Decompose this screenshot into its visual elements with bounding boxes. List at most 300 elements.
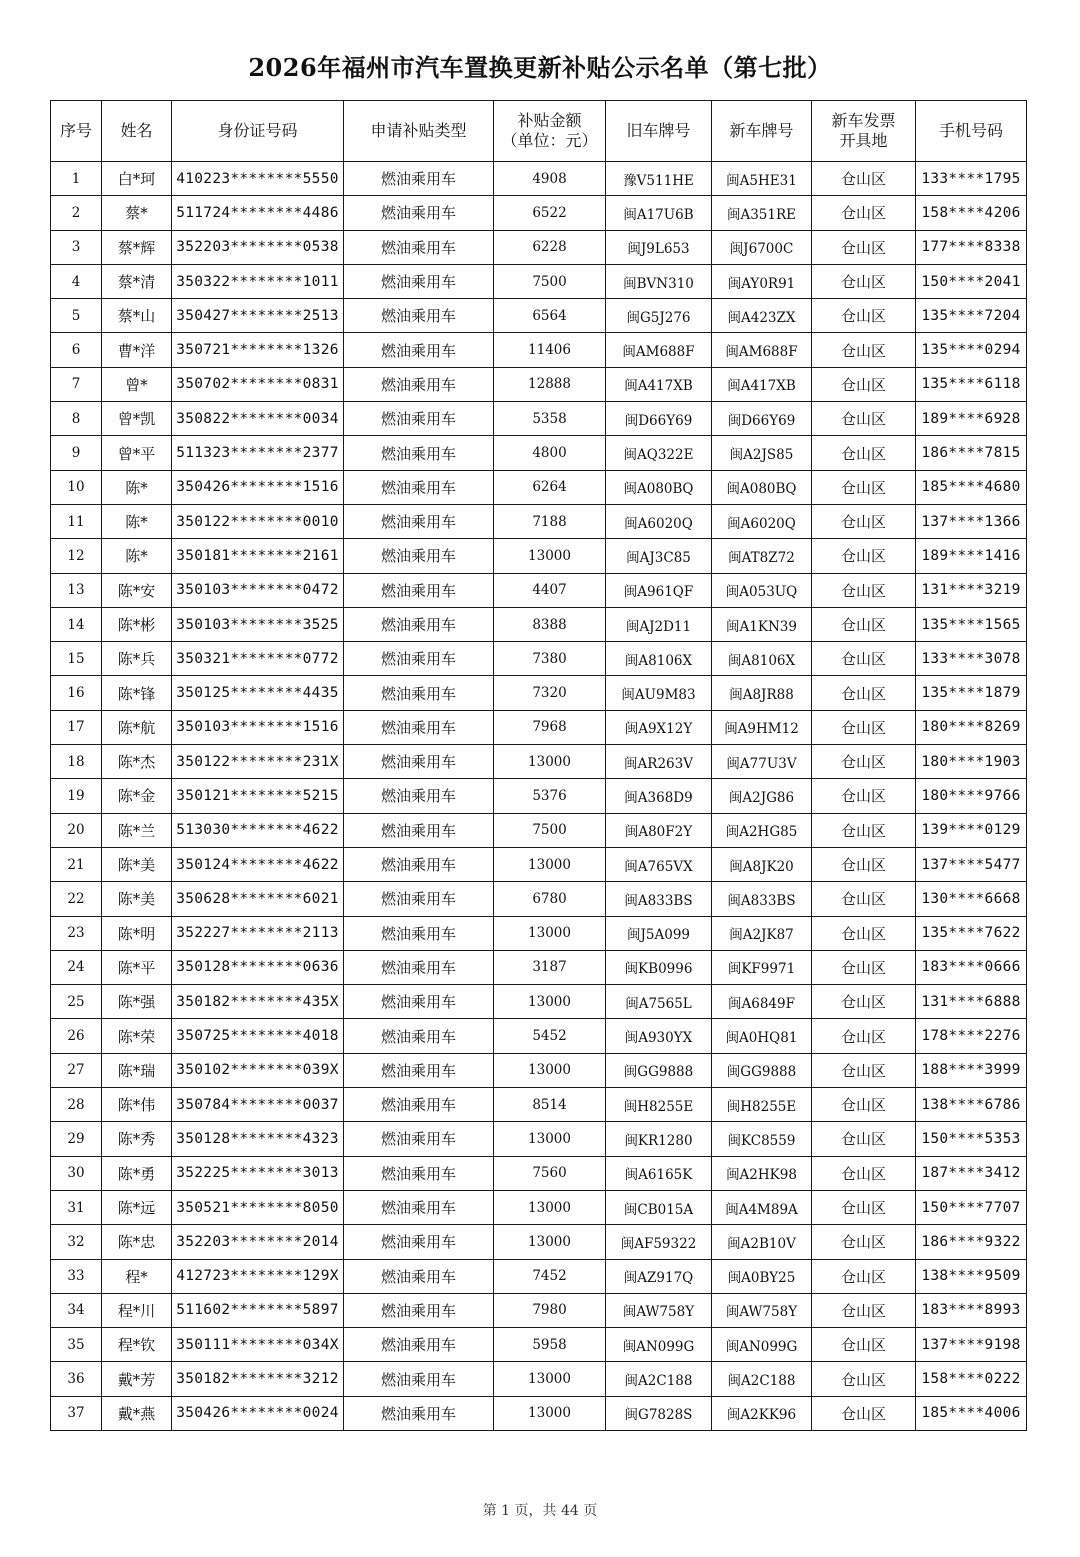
cell-new-plate: 闽KC8559: [712, 1122, 812, 1156]
cell-id: 350128********4323: [172, 1122, 344, 1156]
cell-id: 350822********0034: [172, 402, 344, 436]
cell-name: 陈*美: [102, 882, 172, 916]
cell-name: 陈*勇: [102, 1156, 172, 1190]
cell-id: 350121********5215: [172, 779, 344, 813]
cell-name: 陈*兰: [102, 813, 172, 847]
cell-amount: 13000: [494, 1396, 606, 1430]
cell-old-plate: 闽AF59322: [606, 1225, 712, 1259]
cell-invoice-location: 仓山区: [812, 1122, 916, 1156]
cell-name: 戴*芳: [102, 1362, 172, 1396]
header-type: 申请补贴类型: [344, 101, 494, 162]
cell-phone: 183****0666: [916, 950, 1027, 984]
table-row: [51, 1053, 1027, 1087]
cell-type: 燃油乘用车: [344, 162, 494, 196]
cell-old-plate: 闽A833BS: [606, 882, 712, 916]
cell-phone: 187****3412: [916, 1156, 1027, 1190]
cell-id: 350111********034X: [172, 1328, 344, 1362]
cell-phone: 185****4680: [916, 470, 1027, 504]
table-row: [51, 779, 1027, 813]
cell-invoice-location: 仓山区: [812, 642, 916, 676]
cell-name: 曾*平: [102, 436, 172, 470]
cell-name: 陈*美: [102, 847, 172, 881]
cell-old-plate: 闽AU9M83: [606, 676, 712, 710]
cell-no: 32: [51, 1225, 102, 1259]
cell-phone: 188****3999: [916, 1053, 1027, 1087]
cell-type: 燃油乘用车: [344, 950, 494, 984]
cell-no: 35: [51, 1328, 102, 1362]
cell-amount: 8514: [494, 1088, 606, 1122]
cell-amount: 4800: [494, 436, 606, 470]
cell-invoice-location: 仓山区: [812, 607, 916, 641]
cell-id: 350702********0831: [172, 367, 344, 401]
cell-type: 燃油乘用车: [344, 745, 494, 779]
cell-phone: 135****0294: [916, 333, 1027, 367]
table-row: [51, 196, 1027, 230]
cell-id: 352203********2014: [172, 1225, 344, 1259]
cell-id: 350321********0772: [172, 642, 344, 676]
cell-no: 31: [51, 1190, 102, 1224]
cell-no: 6: [51, 333, 102, 367]
cell-new-plate: 闽AT8Z72: [712, 539, 812, 573]
cell-new-plate: 闽A6849F: [712, 985, 812, 1019]
cell-name: 曾*: [102, 367, 172, 401]
cell-amount: 7968: [494, 710, 606, 744]
cell-id: 350122********0010: [172, 504, 344, 538]
cell-old-plate: 闽A8106X: [606, 642, 712, 676]
cell-phone: 137****1366: [916, 504, 1027, 538]
cell-no: 18: [51, 745, 102, 779]
cell-new-plate: 闽D66Y69: [712, 402, 812, 436]
cell-old-plate: 闽A80F2Y: [606, 813, 712, 847]
cell-id: 350181********2161: [172, 539, 344, 573]
cell-amount: 7560: [494, 1156, 606, 1190]
cell-old-plate: 闽J5A099: [606, 916, 712, 950]
cell-phone: 186****9322: [916, 1225, 1027, 1259]
cell-id: 350426********0024: [172, 1396, 344, 1430]
cell-name: 陈*安: [102, 573, 172, 607]
cell-amount: 5358: [494, 402, 606, 436]
cell-amount: 13000: [494, 916, 606, 950]
cell-new-plate: 闽A2JG86: [712, 779, 812, 813]
table-row: [51, 573, 1027, 607]
cell-phone: 150****2041: [916, 264, 1027, 298]
cell-no: 9: [51, 436, 102, 470]
cell-new-plate: 闽A77U3V: [712, 745, 812, 779]
cell-name: 蔡*清: [102, 264, 172, 298]
cell-name: 陈*瑞: [102, 1053, 172, 1087]
cell-invoice-location: 仓山区: [812, 504, 916, 538]
cell-name: 陈*平: [102, 950, 172, 984]
cell-name: 蔡*山: [102, 299, 172, 333]
cell-type: 燃油乘用车: [344, 642, 494, 676]
cell-old-plate: 闽A417XB: [606, 367, 712, 401]
cell-id: 412723********129X: [172, 1259, 344, 1293]
cell-amount: 13000: [494, 1190, 606, 1224]
cell-type: 燃油乘用车: [344, 196, 494, 230]
table-row: [51, 1362, 1027, 1396]
cell-invoice-location: 仓山区: [812, 539, 916, 573]
cell-invoice-location: 仓山区: [812, 264, 916, 298]
header-no: 序号: [51, 101, 102, 162]
cell-phone: 135****1879: [916, 676, 1027, 710]
cell-new-plate: 闽A2JK87: [712, 916, 812, 950]
table-row: [51, 1190, 1027, 1224]
table-row: [51, 1396, 1027, 1430]
cell-name: 白*珂: [102, 162, 172, 196]
page-footer: 第 1 页，共 44 页: [482, 1503, 598, 1519]
cell-phone: 131****6888: [916, 985, 1027, 1019]
cell-invoice-location: 仓山区: [812, 1396, 916, 1430]
table-row: [51, 1225, 1027, 1259]
cell-type: 燃油乘用车: [344, 813, 494, 847]
cell-no: 8: [51, 402, 102, 436]
cell-name: 陈*忠: [102, 1225, 172, 1259]
cell-new-plate: 闽A0HQ81: [712, 1019, 812, 1053]
cell-new-plate: 闽A2B10V: [712, 1225, 812, 1259]
cell-old-plate: 闽KB0996: [606, 950, 712, 984]
cell-name: 陈*兵: [102, 642, 172, 676]
table-row: [51, 1293, 1027, 1327]
cell-invoice-location: 仓山区: [812, 1259, 916, 1293]
table-row: [51, 882, 1027, 916]
header-old-plate: 旧车牌号: [606, 101, 712, 162]
cell-amount: 5376: [494, 779, 606, 813]
cell-id: 350182********3212: [172, 1362, 344, 1396]
cell-phone: 158****4206: [916, 196, 1027, 230]
cell-new-plate: 闽KF9971: [712, 950, 812, 984]
cell-new-plate: 闽A0BY25: [712, 1259, 812, 1293]
cell-old-plate: 闽A2C188: [606, 1362, 712, 1396]
cell-no: 25: [51, 985, 102, 1019]
cell-old-plate: 闽D66Y69: [606, 402, 712, 436]
cell-new-plate: 闽A5HE31: [712, 162, 812, 196]
cell-id: 350124********4622: [172, 847, 344, 881]
cell-invoice-location: 仓山区: [812, 779, 916, 813]
cell-old-plate: 闽AW758Y: [606, 1293, 712, 1327]
cell-new-plate: 闽AW758Y: [712, 1293, 812, 1327]
cell-invoice-location: 仓山区: [812, 847, 916, 881]
cell-invoice-location: 仓山区: [812, 882, 916, 916]
table-row: [51, 333, 1027, 367]
table-row: [51, 642, 1027, 676]
cell-old-plate: 闽A930YX: [606, 1019, 712, 1053]
cell-old-plate: 闽A6020Q: [606, 504, 712, 538]
cell-id: 350322********1011: [172, 264, 344, 298]
cell-id: 350103********0472: [172, 573, 344, 607]
cell-id: 350102********039X: [172, 1053, 344, 1087]
cell-type: 燃油乘用车: [344, 916, 494, 950]
cell-old-plate: 闽BVN310: [606, 264, 712, 298]
cell-type: 燃油乘用车: [344, 1122, 494, 1156]
cell-old-plate: 闽AR263V: [606, 745, 712, 779]
cell-invoice-location: 仓山区: [812, 1088, 916, 1122]
cell-phone: 150****5353: [916, 1122, 1027, 1156]
table-header-row: [51, 101, 1027, 162]
cell-amount: 4407: [494, 573, 606, 607]
cell-phone: 189****6928: [916, 402, 1027, 436]
cell-new-plate: 闽GG9888: [712, 1053, 812, 1087]
table-row: [51, 745, 1027, 779]
table-row: [51, 1259, 1027, 1293]
cell-new-plate: 闽A080BQ: [712, 470, 812, 504]
cell-phone: 135****7204: [916, 299, 1027, 333]
cell-phone: 130****6668: [916, 882, 1027, 916]
cell-old-plate: 闽AJ3C85: [606, 539, 712, 573]
cell-id: 350128********0636: [172, 950, 344, 984]
cell-new-plate: 闽A2HG85: [712, 813, 812, 847]
cell-invoice-location: 仓山区: [812, 436, 916, 470]
cell-no: 10: [51, 470, 102, 504]
header-amount-line2: （单位：元）: [501, 131, 598, 150]
cell-phone: 138****9509: [916, 1259, 1027, 1293]
cell-amount: 7500: [494, 813, 606, 847]
cell-type: 燃油乘用车: [344, 264, 494, 298]
cell-new-plate: 闽A2KK96: [712, 1396, 812, 1430]
cell-phone: 131****3219: [916, 573, 1027, 607]
cell-phone: 139****0129: [916, 813, 1027, 847]
cell-name: 戴*燕: [102, 1396, 172, 1430]
cell-amount: 5958: [494, 1328, 606, 1362]
cell-name: 陈*杰: [102, 745, 172, 779]
cell-phone: 133****3078: [916, 642, 1027, 676]
cell-old-plate: 闽A961QF: [606, 573, 712, 607]
table-row: [51, 367, 1027, 401]
table-row: [51, 1088, 1027, 1122]
cell-phone: 135****1565: [916, 607, 1027, 641]
cell-new-plate: 闽A833BS: [712, 882, 812, 916]
cell-name: 陈*秀: [102, 1122, 172, 1156]
cell-type: 燃油乘用车: [344, 1088, 494, 1122]
cell-name: 程*川: [102, 1293, 172, 1327]
header-invoice-line1: 新车发票: [831, 111, 896, 130]
cell-amount: 13000: [494, 1053, 606, 1087]
cell-id: 350122********231X: [172, 745, 344, 779]
header-name: 姓名: [102, 101, 172, 162]
cell-type: 燃油乘用车: [344, 882, 494, 916]
cell-type: 燃油乘用车: [344, 539, 494, 573]
cell-phone: 138****6786: [916, 1088, 1027, 1122]
cell-type: 燃油乘用车: [344, 1396, 494, 1430]
cell-phone: 178****2276: [916, 1019, 1027, 1053]
cell-new-plate: 闽A2JS85: [712, 436, 812, 470]
cell-phone: 189****1416: [916, 539, 1027, 573]
cell-new-plate: 闽A6020Q: [712, 504, 812, 538]
cell-old-plate: 闽A368D9: [606, 779, 712, 813]
cell-old-plate: 闽AJ2D11: [606, 607, 712, 641]
cell-name: 蔡*辉: [102, 230, 172, 264]
cell-no: 28: [51, 1088, 102, 1122]
cell-id: 350721********1326: [172, 333, 344, 367]
cell-old-plate: 闽KR1280: [606, 1122, 712, 1156]
cell-type: 燃油乘用车: [344, 299, 494, 333]
cell-name: 陈*强: [102, 985, 172, 1019]
cell-new-plate: 闽J6700C: [712, 230, 812, 264]
cell-amount: 13000: [494, 1225, 606, 1259]
cell-id: 350784********0037: [172, 1088, 344, 1122]
cell-invoice-location: 仓山区: [812, 1362, 916, 1396]
header-invoice-line2: 开具地: [839, 131, 888, 150]
cell-invoice-location: 仓山区: [812, 985, 916, 1019]
cell-type: 燃油乘用车: [344, 402, 494, 436]
cell-type: 燃油乘用车: [344, 1328, 494, 1362]
table-row: [51, 230, 1027, 264]
cell-no: 17: [51, 710, 102, 744]
cell-id: 511602********5897: [172, 1293, 344, 1327]
cell-type: 燃油乘用车: [344, 1259, 494, 1293]
cell-no: 5: [51, 299, 102, 333]
cell-id: 410223********5550: [172, 162, 344, 196]
cell-new-plate: 闽H8255E: [712, 1088, 812, 1122]
cell-phone: 158****0222: [916, 1362, 1027, 1396]
subsidy-table: [50, 100, 1027, 1431]
cell-old-plate: 闽A6165K: [606, 1156, 712, 1190]
header-phone: 手机号码: [916, 101, 1027, 162]
cell-name: 曹*洋: [102, 333, 172, 367]
cell-amount: 8388: [494, 607, 606, 641]
cell-type: 燃油乘用车: [344, 504, 494, 538]
cell-name: 陈*伟: [102, 1088, 172, 1122]
cell-id: 350628********6021: [172, 882, 344, 916]
cell-amount: 7980: [494, 1293, 606, 1327]
cell-no: 20: [51, 813, 102, 847]
header-new-plate: 新车牌号: [712, 101, 812, 162]
cell-phone: 180****1903: [916, 745, 1027, 779]
cell-no: 19: [51, 779, 102, 813]
table-row: [51, 470, 1027, 504]
cell-type: 燃油乘用车: [344, 676, 494, 710]
table-row: [51, 676, 1027, 710]
cell-amount: 13000: [494, 539, 606, 573]
table-row: [51, 813, 1027, 847]
cell-name: 陈*金: [102, 779, 172, 813]
cell-no: 22: [51, 882, 102, 916]
cell-type: 燃油乘用车: [344, 1293, 494, 1327]
cell-type: 燃油乘用车: [344, 1225, 494, 1259]
cell-amount: 6564: [494, 299, 606, 333]
cell-phone: 183****8993: [916, 1293, 1027, 1327]
cell-type: 燃油乘用车: [344, 710, 494, 744]
header-amount-line1: 补贴金额: [517, 111, 582, 130]
cell-type: 燃油乘用车: [344, 847, 494, 881]
table-row: [51, 710, 1027, 744]
cell-invoice-location: 仓山区: [812, 916, 916, 950]
cell-invoice-location: 仓山区: [812, 230, 916, 264]
cell-invoice-location: 仓山区: [812, 1190, 916, 1224]
cell-type: 燃油乘用车: [344, 985, 494, 1019]
cell-new-plate: 闽AY0R91: [712, 264, 812, 298]
table-row: [51, 436, 1027, 470]
cell-old-plate: 闽J9L653: [606, 230, 712, 264]
cell-new-plate: 闽A9HM12: [712, 710, 812, 744]
cell-old-plate: 闽AQ322E: [606, 436, 712, 470]
cell-name: 曾*凯: [102, 402, 172, 436]
table-row: [51, 402, 1027, 436]
cell-old-plate: 闽G5J276: [606, 299, 712, 333]
cell-no: 13: [51, 573, 102, 607]
cell-amount: 11406: [494, 333, 606, 367]
cell-id: 350103********1516: [172, 710, 344, 744]
cell-name: 陈*荣: [102, 1019, 172, 1053]
cell-no: 11: [51, 504, 102, 538]
cell-invoice-location: 仓山区: [812, 710, 916, 744]
cell-no: 33: [51, 1259, 102, 1293]
cell-type: 燃油乘用车: [344, 333, 494, 367]
cell-no: 27: [51, 1053, 102, 1087]
cell-new-plate: 闽AM688F: [712, 333, 812, 367]
cell-type: 燃油乘用车: [344, 1053, 494, 1087]
cell-phone: 135****6118: [916, 367, 1027, 401]
cell-new-plate: 闽A8JK20: [712, 847, 812, 881]
cell-amount: 13000: [494, 1122, 606, 1156]
cell-invoice-location: 仓山区: [812, 676, 916, 710]
cell-new-plate: 闽A8JR88: [712, 676, 812, 710]
cell-old-plate: 闽A080BQ: [606, 470, 712, 504]
cell-amount: 6780: [494, 882, 606, 916]
cell-type: 燃油乘用车: [344, 1190, 494, 1224]
cell-amount: 7380: [494, 642, 606, 676]
cell-new-plate: 闽A053UQ: [712, 573, 812, 607]
cell-id: 350426********1516: [172, 470, 344, 504]
cell-type: 燃油乘用车: [344, 779, 494, 813]
cell-no: 26: [51, 1019, 102, 1053]
cell-old-plate: 闽AZ917Q: [606, 1259, 712, 1293]
cell-invoice-location: 仓山区: [812, 1156, 916, 1190]
cell-name: 陈*: [102, 539, 172, 573]
cell-invoice-location: 仓山区: [812, 333, 916, 367]
cell-amount: 3187: [494, 950, 606, 984]
cell-amount: 12888: [494, 367, 606, 401]
table-row: [51, 504, 1027, 538]
cell-invoice-location: 仓山区: [812, 745, 916, 779]
cell-invoice-location: 仓山区: [812, 470, 916, 504]
cell-amount: 7188: [494, 504, 606, 538]
cell-name: 程*: [102, 1259, 172, 1293]
cell-name: 蔡*: [102, 196, 172, 230]
cell-type: 燃油乘用车: [344, 607, 494, 641]
cell-phone: 137****5477: [916, 847, 1027, 881]
cell-invoice-location: 仓山区: [812, 1019, 916, 1053]
cell-old-plate: 闽CB015A: [606, 1190, 712, 1224]
cell-id: 350182********435X: [172, 985, 344, 1019]
cell-id: 350725********4018: [172, 1019, 344, 1053]
cell-no: 15: [51, 642, 102, 676]
table-row: [51, 1156, 1027, 1190]
cell-name: 程*钦: [102, 1328, 172, 1362]
cell-old-plate: 闽A9X12Y: [606, 710, 712, 744]
cell-id: 350521********8050: [172, 1190, 344, 1224]
cell-amount: 13000: [494, 985, 606, 1019]
cell-phone: 180****8269: [916, 710, 1027, 744]
cell-old-plate: 闽A17U6B: [606, 196, 712, 230]
cell-amount: 7320: [494, 676, 606, 710]
cell-type: 燃油乘用车: [344, 230, 494, 264]
cell-type: 燃油乘用车: [344, 436, 494, 470]
table-row: [51, 539, 1027, 573]
cell-id: 511323********2377: [172, 436, 344, 470]
cell-no: 21: [51, 847, 102, 881]
cell-amount: 6228: [494, 230, 606, 264]
cell-invoice-location: 仓山区: [812, 1293, 916, 1327]
cell-no: 34: [51, 1293, 102, 1327]
cell-id: 352203********0538: [172, 230, 344, 264]
cell-invoice-location: 仓山区: [812, 196, 916, 230]
table-row: [51, 847, 1027, 881]
cell-type: 燃油乘用车: [344, 1019, 494, 1053]
cell-name: 陈*明: [102, 916, 172, 950]
cell-invoice-location: 仓山区: [812, 402, 916, 436]
table-row: [51, 1328, 1027, 1362]
cell-amount: 5452: [494, 1019, 606, 1053]
